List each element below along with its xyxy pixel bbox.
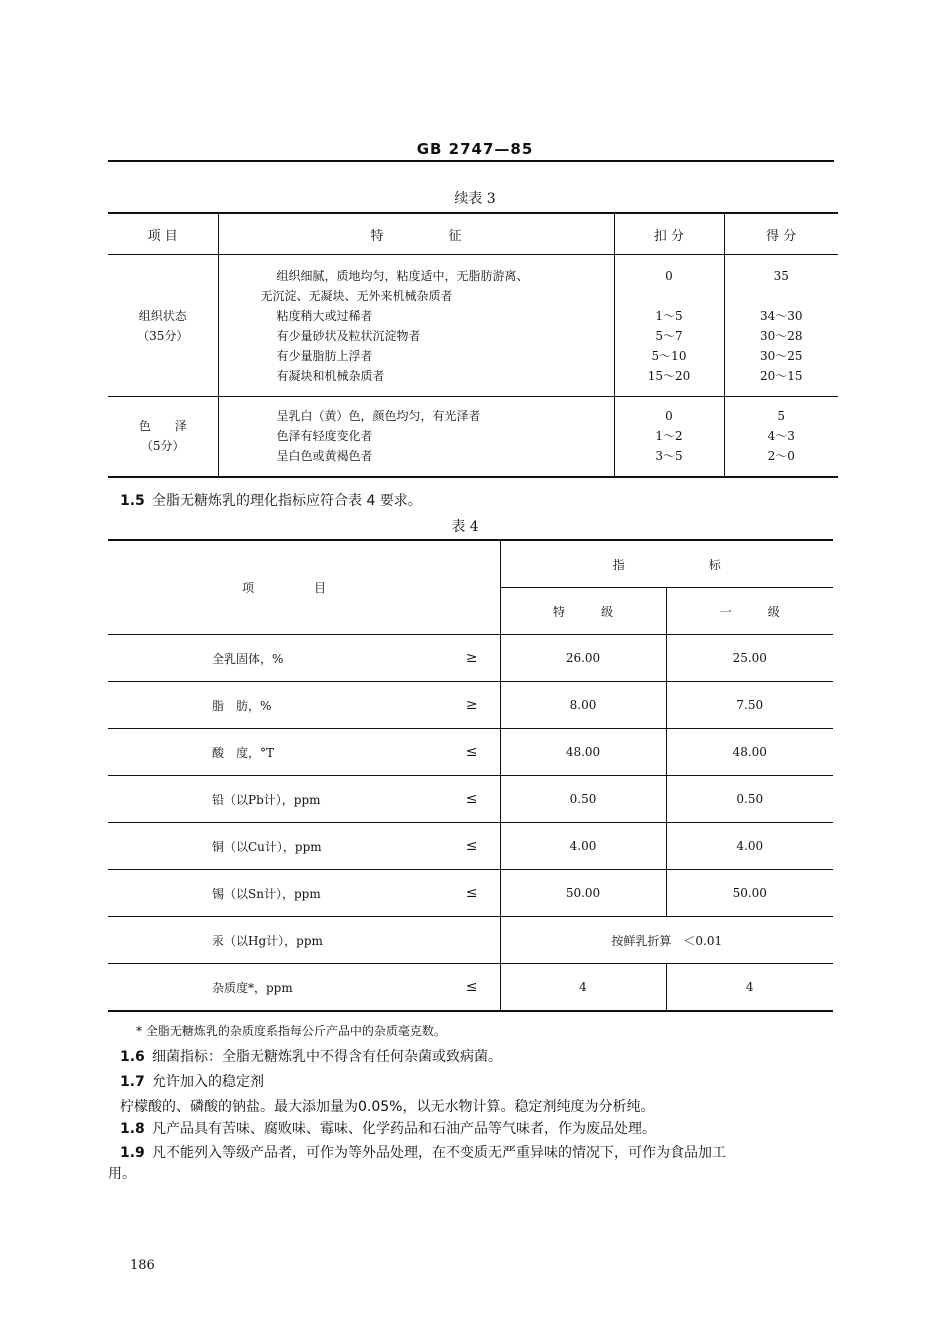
col-grade2: 一 级 xyxy=(666,588,833,635)
table-row xyxy=(108,776,833,823)
row-v1: 26.00 xyxy=(500,635,666,682)
table3 xyxy=(108,212,838,478)
table-row xyxy=(108,917,833,964)
col-deduct: 扣 分 xyxy=(614,213,724,255)
score: 20～15 xyxy=(759,368,803,383)
section-1-7-body: 柠檬酸的、磷酸的钠盐。最大添加量为0.05%，以无水物计算。稳定剂纯度为分析纯。 xyxy=(120,1099,655,1115)
table-row xyxy=(108,870,833,917)
score: 30～28 xyxy=(759,328,803,343)
row-sym: ≤ xyxy=(438,776,500,823)
row-v1: 8.00 xyxy=(500,682,666,729)
score: 2～0 xyxy=(767,449,795,464)
desc: 粘度稍大或过稀者 xyxy=(276,308,373,323)
section-1-7 xyxy=(120,1071,264,1091)
desc: 有少量脂肪上浮者 xyxy=(276,348,373,363)
row-name: 全乳固体，% xyxy=(108,635,438,682)
row-v1: 0.50 xyxy=(500,776,666,823)
desc: 组织细腻，质地均匀，粘度适中，无脂肪游离、 xyxy=(276,268,529,283)
section-number: 1.6 xyxy=(120,1049,145,1065)
row-v2: 48.00 xyxy=(666,729,833,776)
row-sym: ≥ xyxy=(438,635,500,682)
row-name: 脂 肪，% xyxy=(108,682,438,729)
desc: 呈乳白（黄）色，颜色均匀，有光泽者 xyxy=(276,409,481,424)
table4-caption: 表 4 xyxy=(451,519,479,535)
col-grade1: 特 级 xyxy=(500,588,666,635)
table-row xyxy=(108,682,833,729)
col-item: 项 目 xyxy=(108,213,218,255)
row-v2: 4 xyxy=(666,964,833,1012)
score: 30～25 xyxy=(759,348,803,363)
row-sym: ≤ xyxy=(438,870,500,917)
row-v1: 48.00 xyxy=(500,729,666,776)
section-1-6 xyxy=(120,1046,502,1066)
group-color xyxy=(108,397,218,477)
row-sym: ≤ xyxy=(438,964,500,1012)
score: 4～3 xyxy=(767,429,795,444)
deduct: 15～20 xyxy=(647,368,691,383)
desc: 呈白色或黄褐色者 xyxy=(276,449,373,464)
col-score: 得 分 xyxy=(724,213,838,255)
col-feature: 特 征 xyxy=(218,213,614,255)
section-number: 1.9 xyxy=(120,1145,145,1161)
section-1-5 xyxy=(120,490,422,510)
row-sym: ≤ xyxy=(438,729,500,776)
row-v2: 4.00 xyxy=(666,823,833,870)
header-rule xyxy=(108,160,834,162)
row-v2: 50.00 xyxy=(666,870,833,917)
section-number: 1.5 xyxy=(120,493,145,509)
row-name: 杂质度*，ppm xyxy=(108,964,438,1012)
desc: 无沉淀、无凝块、无外来机械杂质者 xyxy=(260,288,453,303)
deduct: 5～10 xyxy=(651,348,687,363)
group-points: （35分） xyxy=(137,328,189,343)
standard-code: GB 2747—85 xyxy=(416,140,534,158)
col-index: 指 标 xyxy=(500,540,833,588)
group-points: （5分） xyxy=(140,439,185,454)
section-1-9-cont: 用。 xyxy=(108,1166,136,1182)
section-text: 凡产品具有苦味、腐败味、霉味、化学药品和石油产品等气味者，作为废品处理。 xyxy=(152,1121,656,1137)
row-name: 铜（以Cu计），ppm xyxy=(108,823,438,870)
score: 34～30 xyxy=(759,308,803,323)
row-name: 酸 度，°T xyxy=(108,729,438,776)
deduct: 0 xyxy=(665,409,673,424)
group-texture xyxy=(108,255,218,397)
deduct: 0 xyxy=(665,268,673,283)
table-row xyxy=(108,635,833,682)
desc: 有凝块和机械杂质者 xyxy=(276,368,385,383)
footnote: * 全脂无糖炼乳的杂质度系指每公斤产品中的杂质毫克数。 xyxy=(136,1024,446,1038)
col-item-label: 项 目 xyxy=(242,581,327,595)
deduct: 1～5 xyxy=(655,308,683,323)
page-number: 186 xyxy=(130,1258,155,1273)
desc: 有少量砂状及粒状沉淀物者 xyxy=(276,328,421,343)
section-text: 细菌指标：全脂无糖炼乳中不得含有任何杂菌或致病菌。 xyxy=(152,1049,502,1065)
group-name: 组织状态 xyxy=(138,308,187,323)
section-text: 凡不能列入等级产品者，可作为等外品处理，在不变质无严重异味的情况下，可作为食品加工 xyxy=(152,1145,726,1161)
col-item xyxy=(108,540,500,635)
table-row xyxy=(108,823,833,870)
row-sym: ≥ xyxy=(438,682,500,729)
row-v2: 7.50 xyxy=(666,682,833,729)
row-name: 铅（以Pb计），ppm xyxy=(108,776,438,823)
deduct: 5～7 xyxy=(655,328,683,343)
row-name: 汞（以Hg计），ppm xyxy=(108,917,438,964)
table-row xyxy=(108,964,833,1012)
row-v1: 50.00 xyxy=(500,870,666,917)
section-number: 1.7 xyxy=(120,1074,145,1090)
table4 xyxy=(108,539,833,1012)
row-v2: 25.00 xyxy=(666,635,833,682)
score: 5 xyxy=(777,409,786,424)
section-number: 1.8 xyxy=(120,1121,145,1137)
section-text: 允许加入的稳定剂 xyxy=(152,1074,264,1090)
desc: 色泽有轻度变化者 xyxy=(276,429,373,444)
section-1-8 xyxy=(120,1118,656,1138)
row-v2: 0.50 xyxy=(666,776,833,823)
row-merged: 按鲜乳折算 ＜0.01 xyxy=(500,917,833,964)
section-1-9 xyxy=(120,1142,836,1162)
row-v1: 4 xyxy=(500,964,666,1012)
score: 35 xyxy=(773,268,789,283)
row-sym: ≤ xyxy=(438,823,500,870)
section-text: 全脂无糖炼乳的理化指标应符合表 4 要求。 xyxy=(152,493,422,509)
table3-caption: 续表 3 xyxy=(454,191,496,207)
table-row xyxy=(108,729,833,776)
row-name: 锡（以Sn计），ppm xyxy=(108,870,438,917)
deduct: 3～5 xyxy=(655,449,683,464)
group-name: 色 泽 xyxy=(138,419,187,434)
row-v1: 4.00 xyxy=(500,823,666,870)
deduct: 1～2 xyxy=(655,429,683,444)
